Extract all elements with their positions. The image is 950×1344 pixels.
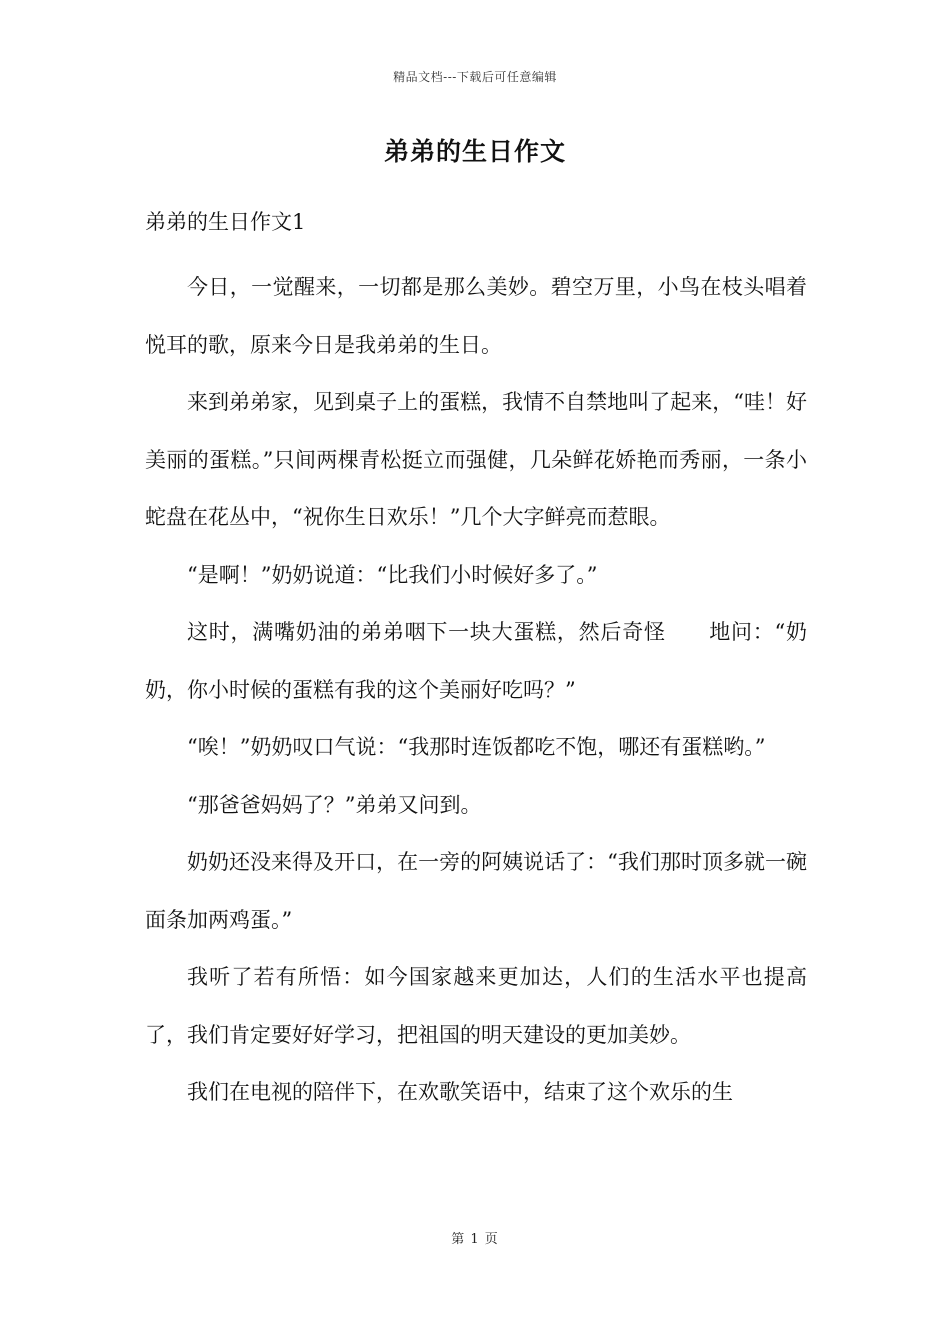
paragraph: “唉！”奶奶叹口气说：“我那时连饭都吃不饱，哪还有蛋糕哟。” [187, 735, 766, 759]
header-note: 精品文档---下载后可任意编辑 [393, 70, 557, 84]
document-body [145, 202, 807, 1122]
paragraph: 我听了若有所悟：如今国家越来更加达，人们的生活水平也提高了，我们肯定要好好学习，把祖国的明天建设的更加美妙。 [145, 965, 807, 1047]
paragraph: “是啊！”奶奶说道：“比我们小时候好多了。” [187, 562, 598, 587]
paragraph: 来到弟弟家，见到桌子上的蛋糕，我情不自禁地叫了起来，“哇！好美丽的蛋糕。”只间两棵青松挺立而强健，几朵鲜花娇艳而秀丽，一条小蛇盘在花丛中，“祝你生日欢乐！”几个大字鲜亮而惹眼。 [145, 390, 807, 529]
document-title: 弟弟的生日作文 [383, 137, 566, 166]
section-subtitle: 弟弟的生日作文1 [145, 210, 306, 234]
page-number: 第 1 页 [451, 1232, 499, 1247]
paragraph: 我们在电视的陪伴下，在欢歌笑语中，结束了这个欢乐的生 [187, 1080, 733, 1104]
paragraph: “那爸爸妈妈了？”弟弟又问到。 [187, 792, 482, 817]
paragraph: 今日，一觉醒来，一切都是那么美妙。碧空万里，小鸟在枝头唱着悦耳的歌，原来今日是我弟弟的生日。 [145, 275, 807, 357]
paragraph: 奶奶还没来得及开口，在一旁的阿姨说话了：“我们那时顶多就一碗面条加两鸡蛋。” [145, 850, 807, 932]
paragraph: 这时，满嘴奶油的弟弟咽下一块大蛋糕，然后奇怪 地问：“奶奶，你小时候的蛋糕有我的这个美丽好吃吗？” [145, 620, 807, 702]
